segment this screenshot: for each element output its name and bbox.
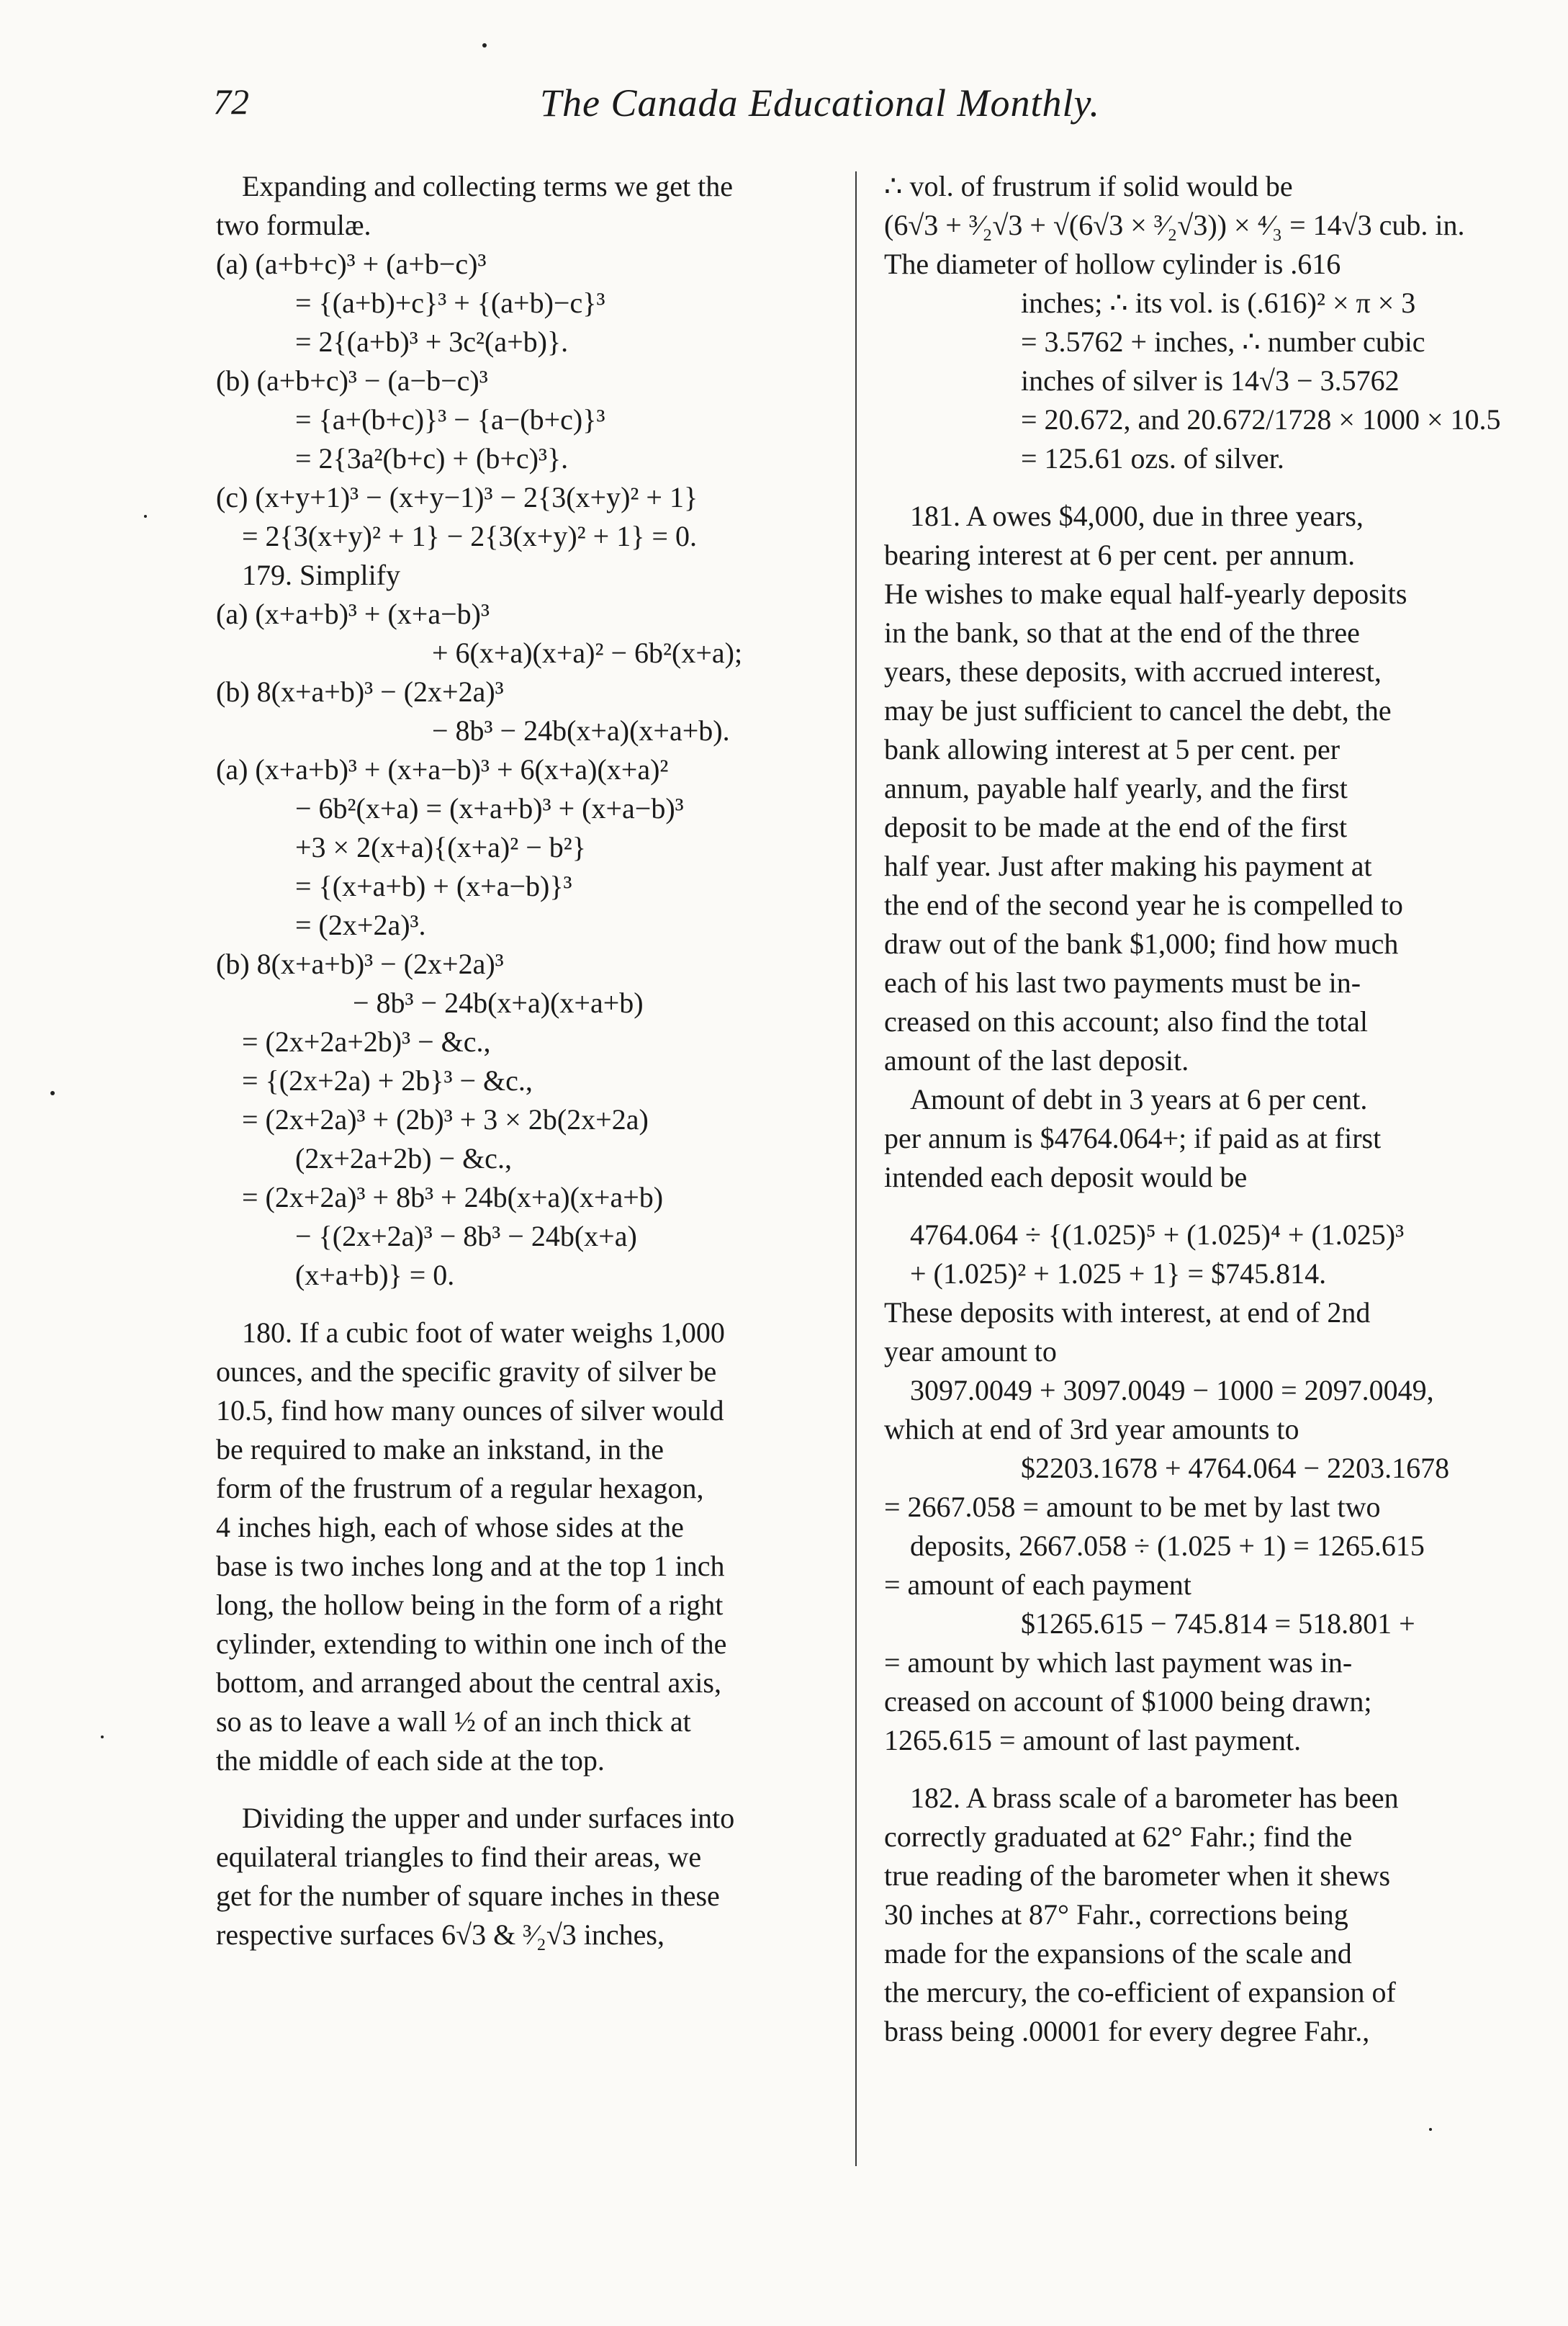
question-heading: 179. Simplify: [242, 559, 401, 591]
text-line: bearing interest at 6 per cent. per annum.: [884, 539, 1356, 571]
running-title: The Canada Educational Monthly.: [540, 81, 1100, 125]
text-line: These deposits with interest, at end of 2nd: [884, 1296, 1371, 1329]
equation-line: = (2x+2a+2b)³ − &c.,: [242, 1025, 491, 1058]
text-line: which at end of 3rd year amounts to: [884, 1413, 1299, 1445]
text-line: year amount to: [884, 1335, 1057, 1368]
page-header: [0, 81, 1568, 138]
text-line: creased on account of $1000 being drawn;: [884, 1685, 1372, 1717]
text-line: 180. If a cubic foot of water weighs 1,000: [242, 1316, 725, 1349]
text-line: half year. Just after making his payment at: [884, 850, 1372, 882]
text-line: 181. A owes $4,000, due in three years,: [910, 500, 1364, 532]
text-line: draw out of the bank $1,000; find how much: [884, 928, 1399, 960]
text-line: in the bank, so that at the end of the three: [884, 616, 1360, 649]
column-divider: [855, 171, 857, 2166]
text-line: brass being .00001 for every degree Fahr.,: [884, 2015, 1370, 2047]
equation-line: (6√3 + ³⁄₂√3 + √(6√3 × ³⁄₂√3)) × ⁴⁄₃ = 14√3 cub. in.: [884, 209, 1465, 241]
equation-line: = {(a+b)+c}³ + {(a+b)−c}³: [295, 287, 605, 319]
equation-line: $2203.1678 + 4764.064 − 2203.1678: [1021, 1452, 1450, 1484]
text-line: Dividing the upper and under surfaces into: [242, 1802, 735, 1834]
text-line: 1265.615 = amount of last payment.: [884, 1724, 1302, 1756]
equation-line: + 6(x+a)(x+a)² − 6b²(x+a);: [432, 637, 743, 669]
text-line: intended each deposit would be: [884, 1161, 1248, 1193]
text-line: He wishes to make equal half-yearly deposits: [884, 578, 1407, 610]
text-line: each of his last two payments must be in-: [884, 966, 1361, 999]
text-line: 10.5, find how many ounces of silver would: [216, 1394, 724, 1427]
equation-line: = (2x+2a)³.: [295, 909, 426, 941]
equation-line: (c) (x+y+1)³ − (x+y−1)³ − 2{3(x+y)² + 1}: [216, 481, 698, 513]
text-line: bank allowing interest at 5 per cent. per: [884, 733, 1341, 765]
equation-line: (x+a+b)} = 0.: [295, 1259, 455, 1291]
equation-line: (b) 8(x+a+b)³ − (2x+2a)³: [216, 948, 504, 980]
page-number: 72: [213, 81, 249, 122]
equation-line: = (2x+2a)³ + (2b)³ + 3 × 2b(2x+2a): [242, 1103, 649, 1136]
equation-line: 4764.064 ÷ {(1.025)⁵ + (1.025)⁴ + (1.025)³: [910, 1218, 1405, 1251]
ink-speck: [1429, 2128, 1432, 2131]
equation-line: = {(2x+2a) + 2b}³ − &c.,: [242, 1064, 533, 1097]
equation-line: (b) 8(x+a+b)³ − (2x+2a)³: [216, 675, 504, 708]
text-line: ∴ vol. of frustrum if solid would be: [884, 170, 1293, 202]
equation-line: − {(2x+2a)³ − 8b³ − 24b(x+a): [295, 1220, 637, 1252]
text-line: = amount of each payment: [884, 1568, 1191, 1601]
text-line: 182. A brass scale of a barometer has been: [910, 1782, 1399, 1814]
text-line: get for the number of square inches in these: [216, 1880, 720, 1912]
equation-line: 3097.0049 + 3097.0049 − 1000 = 2097.0049,: [910, 1374, 1434, 1406]
text-line: amount of the last deposit.: [884, 1044, 1189, 1077]
text-line: long, the hollow being in the form of a right: [216, 1589, 724, 1621]
ink-speck: [482, 43, 487, 48]
ink-speck: [101, 1735, 104, 1738]
equation-line: +3 × 2(x+a){(x+a)² − b²}: [295, 831, 586, 863]
text-line: made for the expansions of the scale and: [884, 1937, 1352, 1970]
text-line: so as to leave a wall ½ of an inch thick at: [216, 1705, 691, 1738]
text-line: inches; ∴ its vol. is (.616)² × π × 3: [1021, 287, 1416, 319]
equation-line: = 20.672, and 20.672/1728 × 1000 × 10.5: [1021, 403, 1501, 436]
text-line: the mercury, the co-efficient of expansion of: [884, 1976, 1396, 2008]
text-line: be required to make an inkstand, in the: [216, 1433, 664, 1465]
equation-line: + (1.025)² + 1.025 + 1} = $745.814.: [910, 1257, 1327, 1290]
text-line: cylinder, extending to within one inch of the: [216, 1627, 727, 1660]
text-line: ounces, and the specific gravity of silver be: [216, 1355, 717, 1388]
equation-line: − 8b³ − 24b(x+a)(x+a+b): [353, 987, 644, 1019]
text-line: correctly graduated at 62° Fahr.; find the: [884, 1820, 1353, 1853]
ink-speck: [50, 1091, 55, 1095]
text-line: The diameter of hollow cylinder is .616: [884, 248, 1341, 280]
equation-line: − 6b²(x+a) = (x+a+b)³ + (x+a−b)³: [295, 792, 684, 825]
equation-line: (b) (a+b+c)³ − (a−b−c)³: [216, 364, 488, 397]
text-line: two formulæ.: [216, 209, 371, 241]
equation-line: = 2{3a²(b+c) + (b+c)³}.: [295, 442, 569, 475]
text-line: the end of the second year he is compelled to: [884, 889, 1403, 921]
text-line: creased on this account; also find the total: [884, 1005, 1369, 1038]
text-line: years, these deposits, with accrued interest,: [884, 655, 1382, 688]
equation-line: (a) (x+a+b)³ + (x+a−b)³: [216, 598, 490, 630]
left-column: [216, 167, 835, 1954]
text-line: true reading of the barometer when it shews: [884, 1859, 1391, 1892]
text-line: inches of silver is 14√3 − 3.5762: [1021, 364, 1400, 397]
text-line: may be just sufficient to cancel the debt, the: [884, 694, 1392, 727]
right-column: [884, 167, 1503, 2051]
text-line: base is two inches long and at the top 1 inch: [216, 1550, 725, 1582]
equation-line: = 2667.058 = amount to be met by last two: [884, 1491, 1381, 1523]
text-line: form of the frustrum of a regular hexagon,: [216, 1472, 704, 1504]
text-line: deposit to be made at the end of the first: [884, 811, 1348, 843]
equation-line: deposits, 2667.058 ÷ (1.025 + 1) = 1265.615: [910, 1530, 1425, 1562]
equation-line: = (2x+2a)³ + 8b³ + 24b(x+a)(x+a+b): [242, 1181, 664, 1213]
equation-line: (a) (x+a+b)³ + (x+a−b)³ + 6(x+a)(x+a)²: [216, 753, 669, 786]
text-line: 4 inches high, each of whose sides at the: [216, 1511, 684, 1543]
equation-line: = {(x+a+b) + (x+a−b)}³: [295, 870, 572, 902]
text-line: Expanding and collecting terms we get the: [242, 170, 734, 202]
text-line: bottom, and arranged about the central axis,: [216, 1666, 721, 1699]
text-line: the middle of each side at the top.: [216, 1744, 605, 1777]
text-line: = 3.5762 + inches, ∴ number cubic: [1021, 325, 1425, 358]
text-line: annum, payable half yearly, and the first: [884, 772, 1348, 804]
equation-line: − 8b³ − 24b(x+a)(x+a+b).: [432, 714, 730, 747]
text-line: per annum is $4764.064+; if paid as at first: [884, 1122, 1382, 1154]
text-line: Amount of debt in 3 years at 6 per cent.: [910, 1083, 1368, 1115]
equation-line: = {a+(b+c)}³ − {a−(b+c)}³: [295, 403, 605, 436]
equation-line: $1265.615 − 745.814 = 518.801 +: [1021, 1607, 1415, 1640]
text-line: 30 inches at 87° Fahr., corrections being: [884, 1898, 1348, 1931]
equation-line: (a) (a+b+c)³ + (a+b−c)³: [216, 248, 487, 280]
equation-line: = 2{3(x+y)² + 1} − 2{3(x+y)² + 1} = 0.: [242, 520, 697, 552]
equation-line: (2x+2a+2b) − &c.,: [295, 1142, 512, 1175]
text-line: equilateral triangles to find their areas, we: [216, 1841, 702, 1873]
text-line: = 125.61 ozs. of silver.: [1021, 442, 1284, 475]
equation-line: = 2{(a+b)³ + 3c²(a+b)}.: [295, 325, 569, 358]
ink-speck: [144, 515, 147, 518]
text-line: respective surfaces 6√3 & ³⁄₂√3 inches,: [216, 1918, 664, 1951]
text-line: = amount by which last payment was in-: [884, 1646, 1353, 1679]
